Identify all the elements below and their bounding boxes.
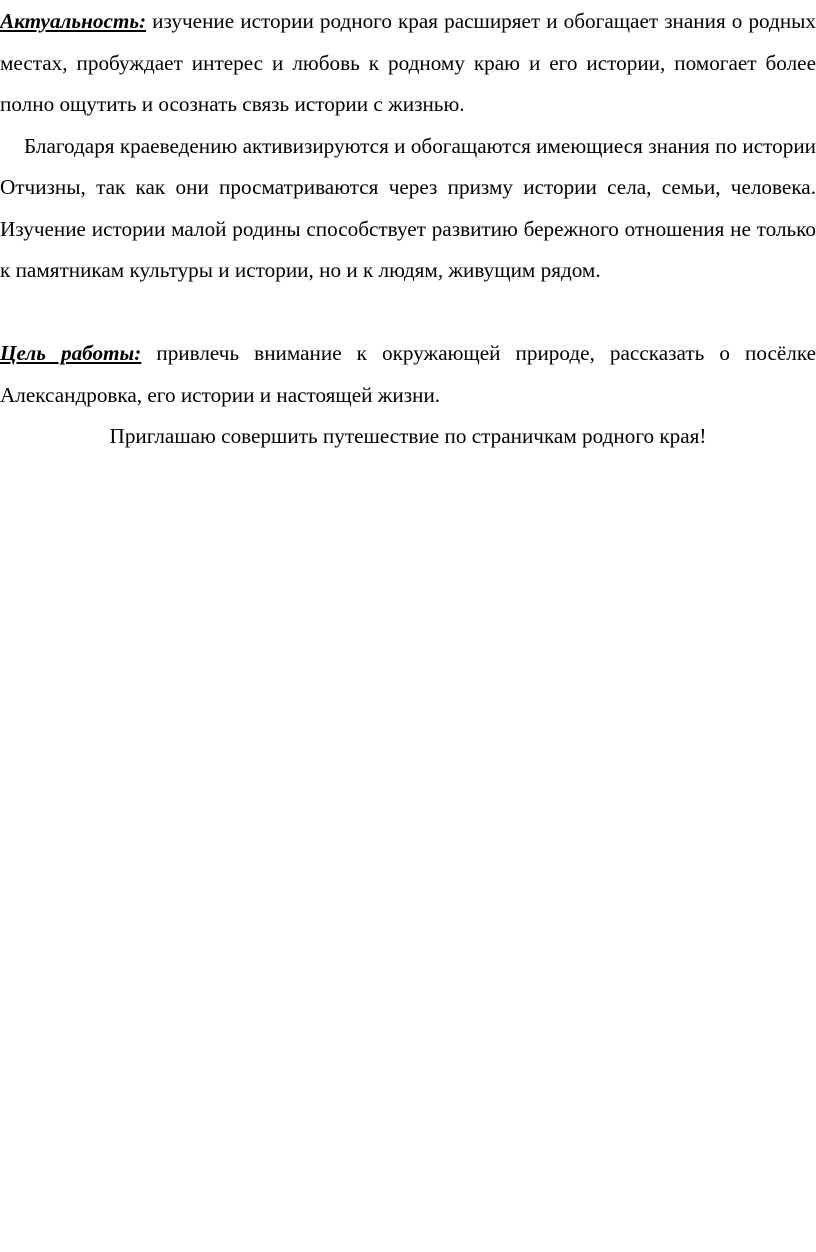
- invitation-paragraph: [0, 416, 816, 458]
- document-body: [0, 1, 816, 458]
- goal-label: Цель работы:: [0, 341, 142, 365]
- relevance-paragraph: [0, 1, 816, 126]
- relevance-label: Актуальность:: [0, 9, 147, 33]
- paragraph-spacer: [0, 292, 816, 334]
- local-history-text: Благодаря краеведению активизируются и обогащаются имеющиеся знания по истории Отчизны, так как они просматриваются через призму истории села, семьи, человека. Изучение истории малой родины способствует развитию бережного отношения не только к памятникам культуры и истории, но и к людям, живущим рядом.: [0, 133, 816, 282]
- invitation-text: Приглашаю совершить путешествие по страничкам родного края!: [109, 424, 707, 448]
- local-history-paragraph: [0, 126, 816, 292]
- goal-text: привлечь внимание к окружающей природе, рассказать о посёлке Александровка, его истории и настоящей жизни.: [0, 341, 816, 407]
- relevance-text: изучение истории родного края расширяет и обогащает знания о родных местах, пробуждает интерес и любовь к родному краю и его истории, помогает более полно ощутить и осознать связь истории с жизнью.: [0, 9, 816, 116]
- goal-paragraph: [0, 333, 816, 416]
